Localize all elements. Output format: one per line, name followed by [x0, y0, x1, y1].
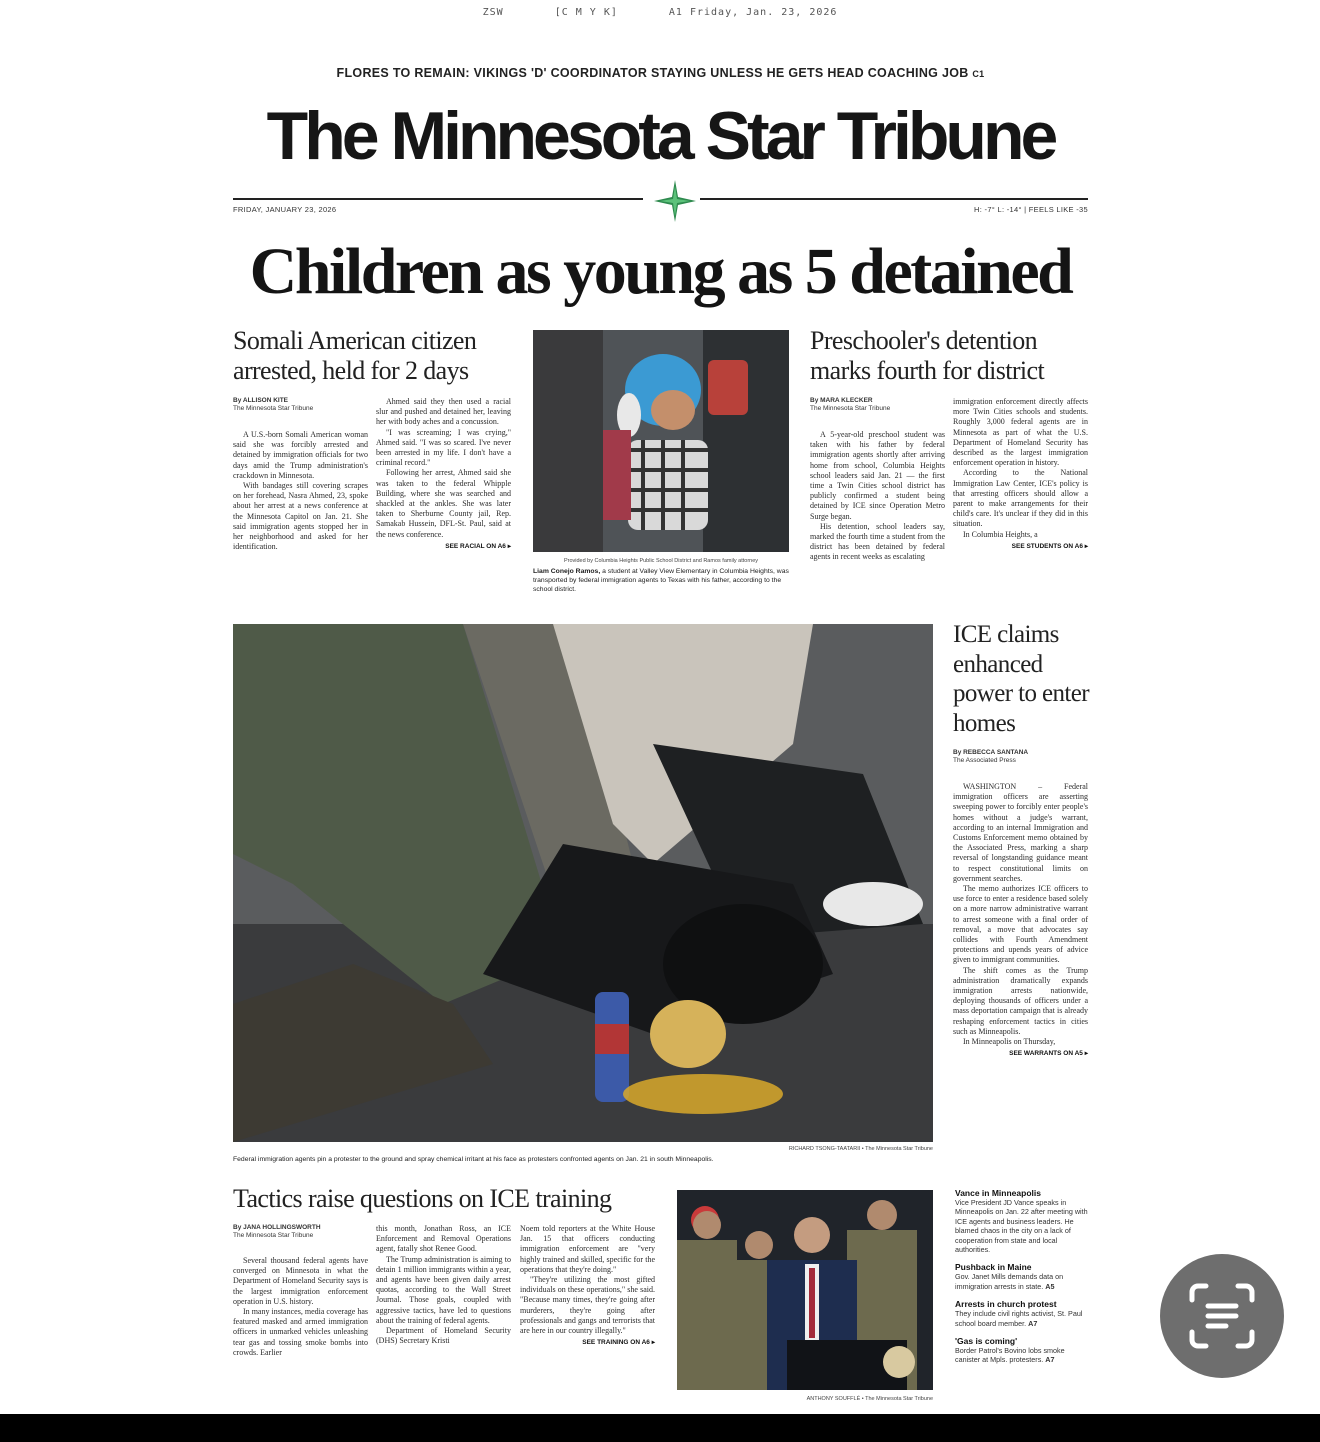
paragraph: In Minneapolis on Thursday, — [963, 1037, 1056, 1047]
text-scan-icon — [1188, 1282, 1256, 1350]
sidebar-item — [955, 1188, 1088, 1254]
paragraph: "I was screaming; I was crying," Ahmed said. "I was so scared. I've never been arrested in my life. I don't have a criminal record." — [376, 427, 511, 468]
story-training-author: By JANA HOLLINGSWORTH — [233, 1224, 321, 1231]
story-training-col1 — [233, 1256, 368, 1358]
story-right-col2 — [953, 397, 1088, 552]
photo-main-credit: RICHARD TSONG-TAATARII • The Minnesota Star Tribune — [788, 1146, 933, 1152]
paragraph: Following her arrest, Ahmed said she was taken to the federal Whipple Building, where she was searched and shackled at the ankles. She was later taken to Sherburne County jail, Rep. Samakab Hussein, DFL-St. Paul, said at the news conference. — [376, 468, 511, 539]
photo-child-illustration — [533, 330, 789, 552]
story-left-byline — [233, 397, 368, 413]
sports-teaser — [233, 66, 1088, 80]
masthead-rule-left — [233, 198, 643, 200]
story-training-jump[interactable]: SEE TRAINING ON A6 ▸ — [582, 1339, 655, 1347]
story-right-author: By MARA KLECKER — [810, 397, 873, 404]
story-ice-subhead: ICE claims enhanced power to enter homes — [953, 621, 1089, 737]
story-ice-outlet: The Associated Press — [953, 757, 1016, 764]
sidebar-item-title: Pushback in Maine — [955, 1262, 1032, 1273]
paragraph: WASHINGTON – Federal immigration officers are asserting sweeping power to forcibly enter people's homes without a judge's warrant, according to an internal Immigration and Customs Enforcement memo obtained by the Associated Press, marking a sharp reversal of longstanding guidance meant to respect constitutional limits on government searches. — [953, 782, 1088, 883]
paragraph: In Columbia Heights, a — [963, 529, 1038, 539]
slug-code: ZSW — [482, 7, 504, 18]
sidebar-item-ref: A7 — [1028, 1318, 1038, 1328]
sidebar-briefs — [955, 1188, 1088, 1365]
story-left-col1 — [233, 430, 368, 552]
story-right-byline — [810, 397, 945, 413]
caption-name: Liam Conejo Ramos, — [533, 568, 601, 575]
weather: H: -7° L: -14° | FEELS LIKE -35 — [974, 205, 1088, 214]
paragraph: The shift comes as the Trump administration dramatically expands immigration arrests nationwide, deploying thousands of officers under a mass deportation campaign that is already reshaping enforcement tactics in cities such as Minneapolis. — [953, 965, 1088, 1036]
photo-main-caption: Federal immigration agents pin a protester to the ground and spray chemical irritant at his face as protesters confronted agents on Jan. 21 in south Minneapolis. — [233, 1156, 714, 1163]
sidebar-item-ref: A5 — [1045, 1281, 1055, 1291]
paragraph: immigration enforcement directly affects more Twin Cities schools and students. Roughly 3,000 federal agents are in Minnesota as part of what the U.S. Department of Homeland Security has described as the largest immigration enforcement operation in history. — [953, 397, 1088, 468]
slug-color-marks: [C M Y K] — [554, 7, 618, 18]
paragraph: Several thousand federal agents have converged on Minnesota in what the Department of Homeland Security says is the largest immigration enforcement operation in U.S. history. — [233, 1256, 368, 1306]
paragraph: this month, Jonathan Ross, an ICE Enforcement and Removal Operations agent, fatally shot Renee Good. — [376, 1224, 511, 1254]
photo-vance — [677, 1190, 933, 1390]
slug-page: A1 Friday, Jan. 23, 2026 — [668, 7, 838, 18]
sidebar-item-text: Gov. Janet Mills demands data on immigration arrests in state. — [955, 1272, 1064, 1291]
teaser-label: FLORES TO REMAIN: — [336, 66, 470, 80]
photo-child — [533, 330, 789, 552]
photo-main-illustration — [233, 624, 933, 1142]
caption-text: a student at Valley View Elementary in Columbia Heights, was transported by federal immigration agents to Texas with his father, according to the school district. — [533, 568, 789, 593]
story-training-outlet: The Minnesota Star Tribune — [233, 1232, 314, 1239]
teaser-page-ref: C1 — [972, 69, 985, 79]
masthead-title: The Minnesota Star Tribune — [266, 98, 1055, 174]
paragraph: His detention, school leaders say, marked the fourth time a student from the district has been detained by federal agents in recent weeks as escalating — [810, 521, 945, 562]
story-training-subhead: Tactics raise questions on ICE training — [233, 1184, 612, 1213]
paragraph: According to the National Immigration Law Center, ICE's policy is that arresting officers should allow a parent to make arrangements for their child's care. It's unclear if they did in this situation. — [953, 468, 1088, 529]
story-training-col3 — [520, 1224, 655, 1348]
star-tribune-logo-icon — [652, 178, 698, 224]
paragraph: Noem told reporters at the White House Jan. 15 that officers conducting immigration enforcement are "very highly trained and skilled, specific for the operations that they're doing." — [520, 1224, 655, 1274]
paragraph: A U.S.-born Somali American woman said she was forcibly arrested and detained by immigration officials for two days amid the Trump administration's crackdown in Minnesota. — [233, 430, 368, 480]
sidebar-item[interactable] — [955, 1299, 1088, 1328]
story-right-outlet: The Minnesota Star Tribune — [810, 405, 891, 412]
paragraph: Department of Homeland Security (DHS) Secretary Kristi — [376, 1326, 511, 1346]
story-ice-byline — [953, 749, 1088, 765]
story-left-jump[interactable]: SEE RACIAL ON A6 ▸ — [445, 542, 511, 550]
bottom-bar — [0, 1414, 1320, 1442]
photo-vance-illustration — [677, 1190, 933, 1390]
paragraph: The memo authorizes ICE officers to use force to enter a residence based solely on a more narrow administrative warrant to arrest someone with a final order of removal, a move that advocates say collides with Fourth Amendment protections and upends years of advice given to immigrant communities. — [953, 884, 1088, 965]
story-left-col2 — [376, 397, 511, 552]
paragraph: A 5-year-old preschool student was taken with his father by federal immigration agents shortly after arriving home from school, Columbia Heights school leaders said Jan. 21 — the first time a Twin Cities school district has publicly confirmed a student being detained by ICE since Operation Metro Surge began. — [810, 430, 945, 521]
story-right-jump[interactable]: SEE STUDENTS ON A6 ▸ — [1011, 542, 1088, 550]
story-left-author: By ALLISON KITE — [233, 397, 289, 404]
paragraph: In many instances, media coverage has featured masked and armed immigration officers in unmarked vehicles unleashing tear gas and tossing smoke bombs into crowds. Earlier — [233, 1307, 368, 1357]
sidebar-item[interactable] — [955, 1262, 1088, 1291]
story-left-outlet: The Minnesota Star Tribune — [233, 405, 314, 412]
main-headline: Children as young as 5 detained — [249, 235, 1072, 308]
sidebar-item-title: Arrests in church protest — [955, 1299, 1057, 1310]
photo-main — [233, 624, 933, 1142]
paragraph: The Trump administration is aiming to detain 1 million immigrants within a year, and agents have been given daily arrest quotas, according to the Wall Street Journal. Those goals, coupled with aggressive tactics, have led to questions about the training of federal agents. — [376, 1254, 511, 1325]
sidebar-item-text: They include civil rights activist, St. Paul school board member. — [955, 1309, 1083, 1328]
sidebar-item-ref: A7 — [1045, 1355, 1055, 1365]
masthead-date: FRIDAY, JANUARY 23, 2026 — [233, 205, 337, 214]
story-ice-body — [953, 782, 1088, 1059]
paragraph: "They're utilizing the most gifted individuals on these operations," she said. "Because many times, they're going after murderers, they're going after professionals and gangs and terrorists that are here in our country illegally." — [520, 1275, 655, 1336]
story-left-subhead: Somali American citizen arrested, held for 2 days — [233, 326, 477, 385]
teaser-text: VIKINGS 'D' COORDINATOR STAYING UNLESS HE GETS HEAD COACHING JOB — [473, 66, 969, 80]
masthead-rule-right — [700, 198, 1088, 200]
story-training-col2 — [376, 1224, 511, 1346]
photo-child-caption — [533, 567, 789, 594]
paragraph: With bandages still covering scrapes on her forehead, Nasra Ahmed, 23, spoke about her arrest at a news conference at the Minnesota Capitol on Jan. 21. She said immigration agents stopped her in her neighborhood and asked for her identification. — [233, 481, 368, 552]
story-training-byline — [233, 1224, 368, 1240]
story-right-col1 — [810, 430, 945, 563]
text-scan-button[interactable] — [1160, 1254, 1284, 1378]
sidebar-item-text: Border Patrol's Bovino lobs smoke canister at Mpls. protesters. — [955, 1346, 1065, 1365]
sidebar-item-title: 'Gas is coming' — [955, 1336, 1018, 1347]
story-right-subhead: Preschooler's detention marks fourth for district — [810, 326, 1045, 385]
story-ice-author: By REBECCA SANTANA — [953, 749, 1029, 756]
sidebar-item-title: Vance in Minneapolis — [955, 1188, 1041, 1198]
sidebar-item[interactable] — [955, 1336, 1088, 1365]
sidebar-item-text: Vice President JD Vance speaks in Minneapolis on Jan. 22 after meeting with ICE agents and business leaders. He blamed chaos in the city on a lack of cooperation from state and local authorities. — [955, 1198, 1088, 1255]
photo-vance-credit: ANTHONY SOUFFLÉ • The Minnesota Star Tribune — [806, 1396, 933, 1402]
paragraph: Ahmed said they then used a racial slur and pushed and detained her, leaving her with body aches and a concussion. — [376, 397, 511, 427]
story-ice-jump[interactable]: SEE WARRANTS ON A5 ▸ — [1009, 1050, 1088, 1058]
photo-child-credit: Provided by Columbia Heights Public School District and Ramos family attorney — [563, 558, 759, 564]
print-slug — [0, 7, 1320, 18]
